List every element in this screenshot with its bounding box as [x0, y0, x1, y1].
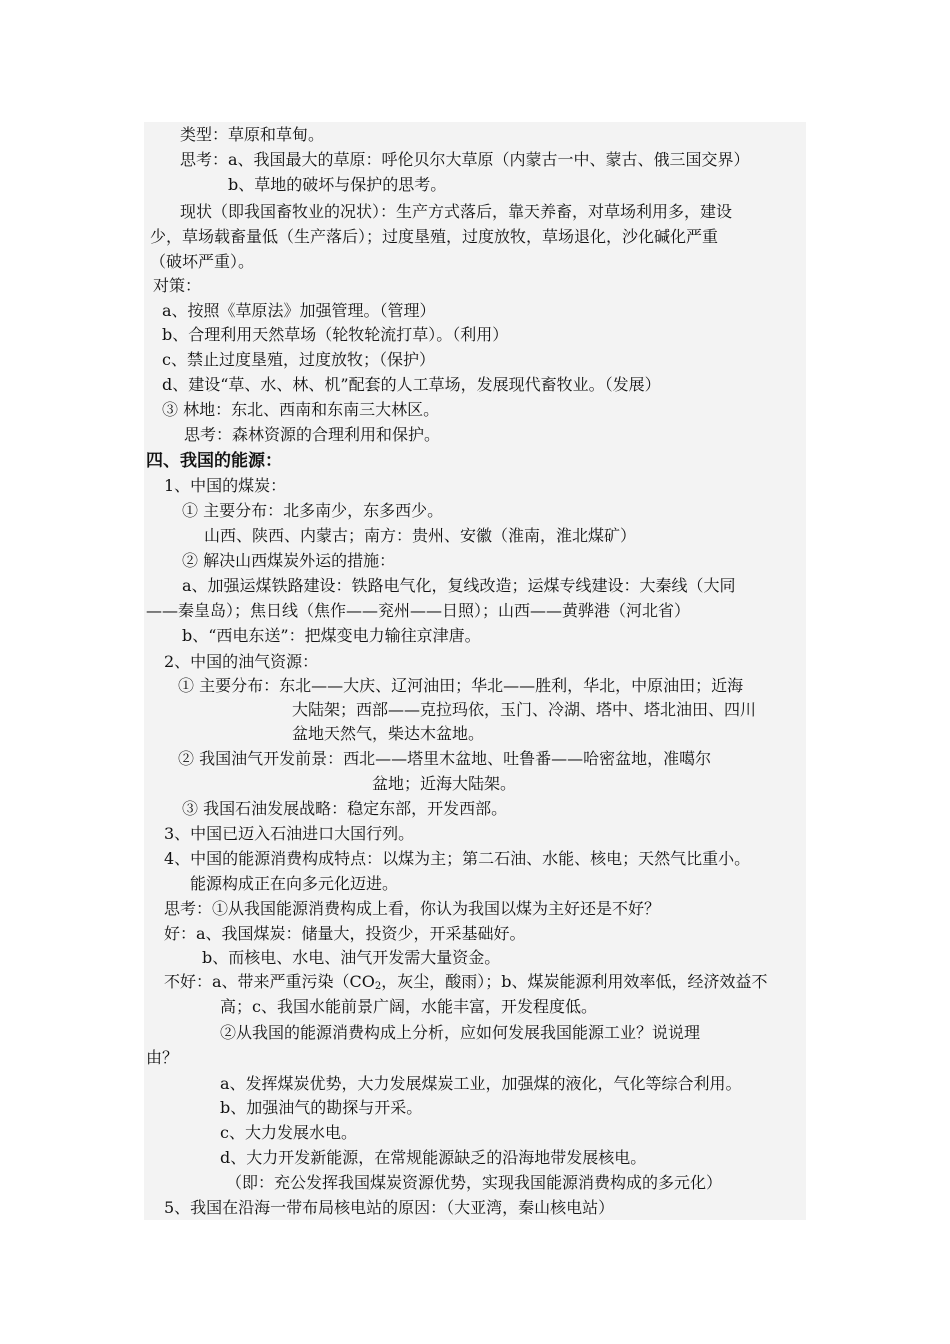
text-line: ① 主要分布：东北——大庆、辽河油田；华北——胜利，华北，中原油田；近海 — [178, 676, 744, 695]
text-line: 山西、陕西、内蒙古；南方：贵州、安徽（淮南，淮北煤矿） — [204, 526, 637, 545]
text-line: 现状（即我国畜牧业的况状）：生产方式落后，靠天养畜，对草场利用多，建设 — [180, 202, 733, 221]
text-line: d、大力开发新能源，在常规能源缺乏的沿海地带发展核电。 — [220, 1148, 647, 1167]
text-line: 由？ — [146, 1048, 179, 1067]
text-line: b、加强油气的勘探与开采。 — [220, 1098, 423, 1117]
text-line: 思考：森林资源的合理利用和保护。 — [184, 425, 441, 444]
text-line: 思考：①从我国能源消费构成上看，你认为我国以煤为主好还是不好？ — [164, 899, 661, 918]
text-line: 类型：草原和草甸。 — [180, 125, 325, 144]
text-line: 盆地；近海大陆架。 — [372, 774, 517, 793]
text-line: 少，草场载畜量低（生产落后）；过度垦殖，过度放牧，草场退化，沙化碱化严重 — [150, 227, 719, 246]
text-line: ② 我国油气开发前景：西北——塔里木盆地、吐鲁番——哈密盆地，准噶尔 — [178, 749, 712, 768]
text-line: c、禁止过度垦殖，过度放牧；（保护） — [162, 350, 435, 369]
text-line: d、建设“草、水、林、机”配套的人工草场，发展现代畜牧业。（发展） — [162, 375, 661, 394]
text-line: ① 主要分布：北多南少，东多西少。 — [182, 501, 444, 520]
text-line: （即：充公发挥我国煤炭资源优势，实现我国能源消费构成的多元化） — [226, 1173, 723, 1192]
text-line: b、而核电、水电、油气开发需大量资金。 — [202, 948, 501, 967]
text-line: ③ 我国石油发展战略：稳定东部，开发西部。 — [182, 799, 508, 818]
text-part: ，灰尘，酸雨）；b、煤炭能源利用效率低，经济效益不 — [381, 972, 768, 991]
text-line: 2、中国的油气资源： — [164, 652, 319, 671]
text-line: c、大力发展水电。 — [220, 1123, 357, 1142]
text-line: ② 解决山西煤炭外运的措施： — [182, 551, 396, 570]
text-line: b、合理利用天然草场（轮牧轮流打草）。（利用） — [162, 325, 509, 344]
text-line: 思考：a、我国最大的草原：呼伦贝尔大草原（内蒙古一中、蒙古、俄三国交界） — [180, 150, 750, 169]
text-line: 高；c、我国水能前景广阔，水能丰富，开发程度低。 — [220, 997, 597, 1016]
text-line: 3、中国已迈入石油进口大国行列。 — [164, 824, 415, 843]
text-line: 好：a、我国煤炭：储量大，投资少，开采基础好。 — [164, 924, 526, 943]
text-line: a、按照《草原法》加强管理。（管理） — [162, 301, 436, 320]
text-line: a、发挥煤炭优势，大力发展煤炭工业，加强煤的液化，气化等综合利用。 — [220, 1074, 742, 1093]
text-part: 不好：a、带来严重污染（CO — [164, 972, 375, 991]
text-line: 大陆架；西部——克拉玛依，玉门、冷湖、塔中、塔北油田、四川 — [292, 700, 757, 719]
text-line: ③ 林地：东北、西南和东南三大林区。 — [162, 400, 440, 419]
text-line: 4、中国的能源消费构成特点：以煤为主；第二石油、水能、核电；天然气比重小。 — [164, 849, 751, 868]
text-line: 能源构成正在向多元化迈进。 — [190, 874, 399, 893]
text-line: ——秦皇岛）；焦日线（焦作——兖州——日照）；山西——黄骅港（河北省） — [146, 601, 691, 620]
text-line: 盆地天然气，柴达木盆地。 — [292, 724, 485, 743]
text-line: 5、我国在沿海一带布局核电站的原因：（大亚湾，秦山核电站） — [164, 1198, 615, 1217]
text-line: b、草地的破坏与保护的思考。 — [228, 175, 447, 194]
subscript: 2 — [374, 981, 382, 992]
section-heading: 四、我国的能源： — [146, 451, 282, 471]
text-line: b、“西电东送”：把煤变电力输往京津唐。 — [182, 626, 481, 645]
text-line: ②从我国的能源消费构成上分析，应如何发展我国能源工业？说说理 — [220, 1023, 701, 1042]
text-line: a、加强运煤铁路建设：铁路电气化，复线改造；运煤专线建设：大秦线（大同 — [182, 576, 736, 595]
text-line: 1、中国的煤炭： — [164, 476, 287, 495]
text-line: 对策： — [153, 276, 202, 295]
text-line: （破坏严重）。 — [150, 252, 255, 271]
